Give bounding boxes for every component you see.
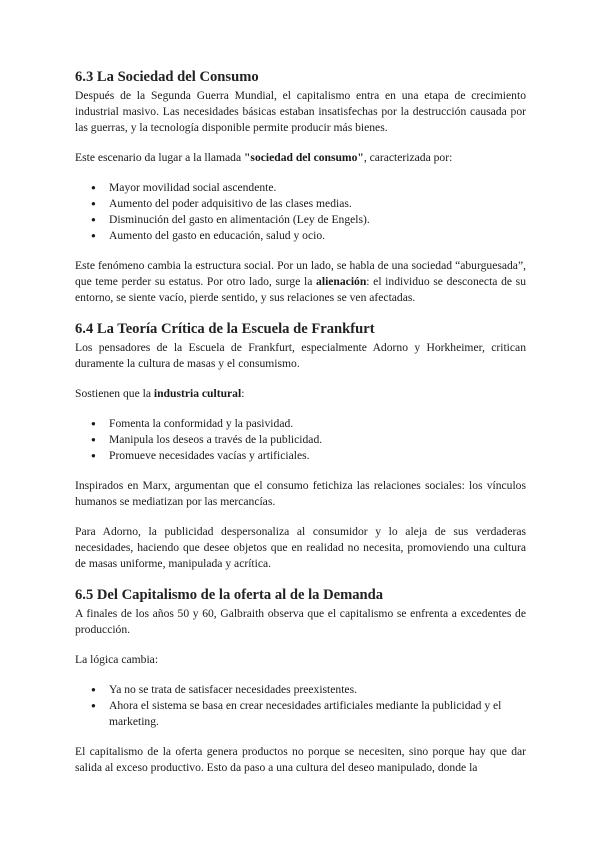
bold-term: "sociedad del consumo": [244, 151, 364, 164]
paragraph: Después de la Segunda Guerra Mundial, el capitalismo entra en una etapa de crecimiento industrial masivo. Las necesidades básicas estaban insatisfechas por la destrucción causada por las guerras, y la tecnología disponible permite producir más bienes.: [75, 89, 526, 134]
paragraph: A finales de los años 50 y 60, Galbraith observa que el capitalismo se enfrenta a excedentes de producción.: [75, 607, 526, 636]
text: Sostienen que la: [75, 387, 154, 400]
text: Este escenario da lugar a la llamada: [75, 151, 244, 164]
paragraph: El capitalismo de la oferta genera productos no porque se necesiten, sino porque hay que dar salida al exceso productivo. Esto da paso a una cultura del deseo manipulado, donde la: [75, 745, 526, 774]
list-item: ● Manipula los deseos a través de la publicidad.: [109, 432, 526, 448]
paragraph: Para Adorno, la publicidad despersonaliza al consumidor y lo aleja de sus verdaderas necesidades, haciendo que desee objetos que en realidad no necesita, promoviendo una cultura de masas uniforme, manipulada y acrítica.: [75, 525, 526, 570]
text: :: [241, 387, 245, 400]
bullet-list: [75, 416, 526, 464]
list-item: ● Ya no se trata de satisfacer necesidades preexistentes.: [109, 682, 526, 698]
paragraph: [75, 386, 526, 402]
bold-term: industria cultural: [153, 387, 242, 400]
paragraph: Los pensadores de la Escuela de Frankfurt, especialmente Adorno y Horkheimer, critican duramente la cultura de masas y el consumismo.: [75, 341, 526, 370]
list-item: ● Aumento del gasto en educación, salud y ocio.: [109, 228, 526, 244]
list-item: ● Fomenta la conformidad y la pasividad.: [109, 416, 526, 432]
list-item: ● Mayor movilidad social ascendente.: [109, 180, 526, 196]
text: : el individuo se desconecta de su entorno, se siente vacío, pierde sentido, y sus relaciones se ven afectadas.: [75, 275, 526, 304]
paragraph: Inspirados en Marx, argumentan que el consumo fetichiza las relaciones sociales: los vínculos humanos se mediatizan por las mercancías.: [75, 479, 526, 508]
list-item: ● Aumento del poder adquisitivo de las clases medias.: [109, 196, 526, 212]
text: Este fenómeno cambia la estructura social. Por un lado, se habla de una sociedad “aburguesada”, que teme perder su estatus. Por otro lado, surge la: [75, 259, 526, 288]
paragraph: La lógica cambia:: [75, 653, 159, 666]
paragraph: [75, 150, 526, 166]
paragraph: [75, 258, 526, 306]
section-heading-6-4: 6.4 La Teoría Crítica de la Escuela de Frankfurt: [75, 321, 375, 337]
section-heading-6-3: 6.3 La Sociedad del Consumo: [75, 69, 259, 85]
text: , caracterizada por:: [363, 151, 453, 164]
list-item: ● Ahora el sistema se basa en crear necesidades artificiales mediante la publicidad y el marketing.: [109, 698, 526, 730]
bullet-list: [75, 180, 526, 244]
bullet-list: [75, 682, 526, 730]
list-item: ● Promueve necesidades vacías y artificiales.: [109, 448, 526, 464]
section-heading-6-5: 6.5 Del Capitalismo de la oferta al de la Demanda: [75, 587, 384, 603]
bold-term: alienación: [316, 275, 367, 288]
list-item: ● Disminución del gasto en alimentación (Ley de Engels).: [109, 212, 526, 228]
